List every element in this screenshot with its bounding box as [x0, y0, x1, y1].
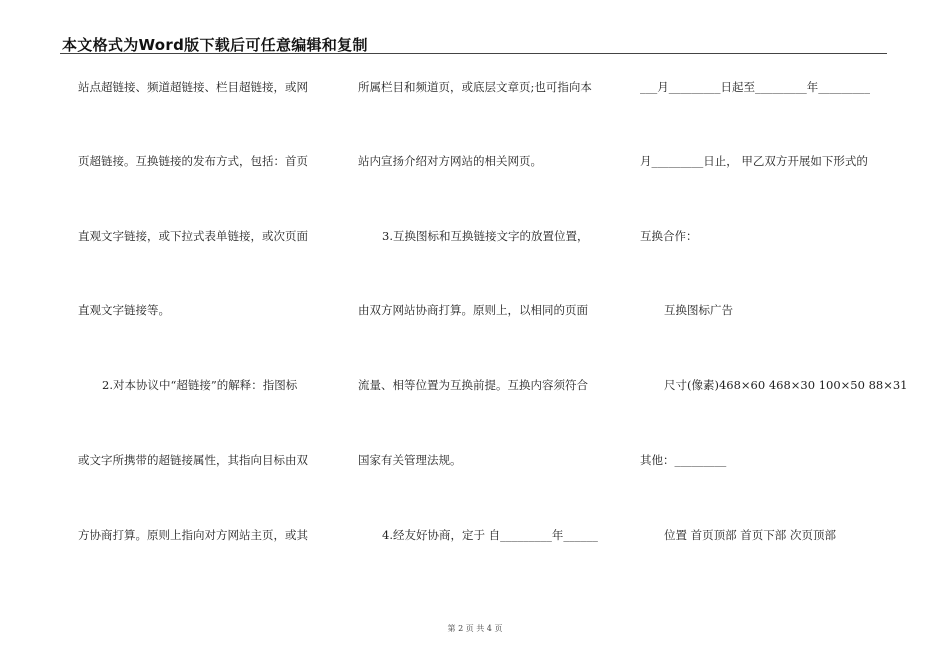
text-line: 互换合作： — [640, 229, 698, 243]
document-header-title: 本文格式为Word版下载后可任意编辑和复制 — [62, 36, 368, 54]
text-line: 或文字所携带的超链接属性，其指向目标由双 — [78, 453, 308, 467]
text-line: 站点超链接、频道超链接、栏目超链接，或网 — [78, 80, 308, 94]
text-line: 2.对本协议中“超链接”的解释：指图标 — [102, 378, 298, 392]
text-line: 3.互换图标和互换链接文字的放置位置， — [382, 229, 589, 243]
text-line: 站内宣扬介绍对方网站的相关网页。 — [358, 154, 542, 168]
text-line: 直观文字链接，或下拉式表单链接，或次页面 — [78, 229, 308, 243]
page-number-footer: 第 2 页 共 4 页 — [447, 624, 503, 633]
text-line: ___月_________日起至_________年_________ — [640, 80, 870, 94]
text-line: 国家有关管理法规。 — [358, 453, 462, 467]
text-line: 流量、相等位置为互换前提。互换内容须符合 — [358, 378, 588, 392]
text-line: 月_________日止， 甲乙双方开展如下形式的 — [640, 154, 868, 168]
text-line: 直观文字链接等。 — [78, 303, 170, 317]
text-line: 页超链接。互换链接的发布方式，包括：首页 — [78, 154, 308, 168]
text-line: 位置 首页顶部 首页下部 次页顶部 — [664, 528, 836, 542]
text-line: 方协商打算。原则上指向对方网站主页，或其 — [78, 528, 308, 542]
text-line: 所属栏目和频道页，或底层文章页;也可指向本 — [358, 80, 592, 94]
text-line: 由双方网站协商打算。原则上，以相同的页面 — [358, 303, 588, 317]
text-line: 4.经友好协商，定于 自_________年______ — [382, 528, 598, 542]
text-line: 其他：_________ — [640, 453, 727, 467]
text-line: 尺寸(像素)468×60 468×30 100×50 88×31 — [664, 378, 908, 392]
text-line: 互换图标广告 — [664, 303, 733, 317]
header-divider — [60, 53, 887, 54]
